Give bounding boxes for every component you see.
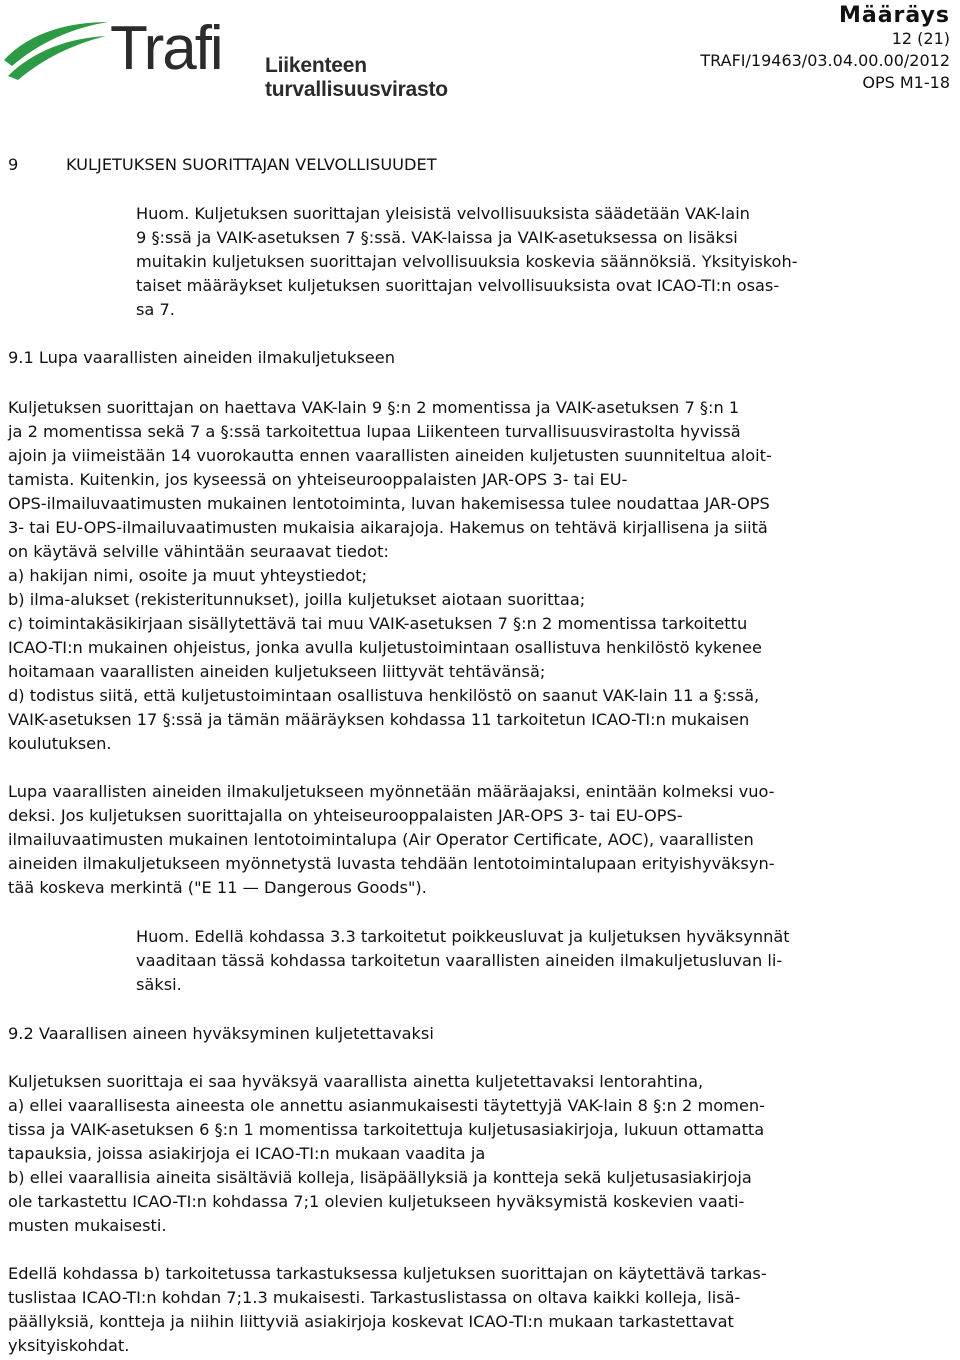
section-9-1-paragraph-2 xyxy=(8,780,956,900)
text-line: vaaditaan tässä kohdassa tarkoitetun vaarallisten aineiden ilmakuljetusluvan li- xyxy=(136,951,783,970)
section-9-2-paragraph-2 xyxy=(8,1262,956,1358)
section-title: KULJETUKSEN SUORITTAJAN VELVOLLISUUDET xyxy=(66,155,437,174)
diary-number: TRAFI/19463/03.04.00.00/2012 xyxy=(700,51,950,70)
regulation-code: OPS M1-18 xyxy=(862,73,950,92)
list-item: b) ellei vaarallisia aineita sisältäviä kolleja, lisäpäällyksiä ja kontteja sekä kuljetusasiakirjoja xyxy=(8,1168,752,1187)
document-type: Määräys xyxy=(838,3,950,28)
text-line: deksi. Jos kuljetuksen suorittajalla on yhteiseurooppalaisten JAR-OPS 3- tai EU-OPS- xyxy=(8,806,683,825)
page-number: 12 (21) xyxy=(891,29,950,48)
section-number: 9 xyxy=(8,155,19,174)
text-line: tissa ja VAIK-asetuksen 6 §:n 1 momentissa tarkoitettuja kuljetusasiakirjoja, lukuun ottamatta xyxy=(8,1120,765,1139)
section-9-1-paragraph-1 xyxy=(8,396,956,756)
text-line: ajoin ja viimeistään 14 vuorokautta ennen vaarallisten aineiden kuljetusten suunniteltua aloit- xyxy=(8,446,772,465)
text-line: OPS-ilmailuvaatimusten mukainen lentotoiminta, luvan hakemisessa tulee noudattaa JAR-OPS xyxy=(8,494,770,513)
section-9-heading xyxy=(8,153,956,177)
text-line: Huom. Kuljetuksen suorittajan yleisistä velvollisuuksista säädetään VAK-lain xyxy=(136,204,750,223)
text-line: Lupa vaarallisten aineiden ilmakuljetukseen myönnetään määräajaksi, enintään kolmeksi vuo- xyxy=(8,782,775,801)
text-line: yksityiskohdat. xyxy=(8,1336,130,1355)
text-line: taiset määräykset kuljetuksen suorittajan velvollisuuksista ovat ICAO-TI:n osas- xyxy=(136,276,780,295)
text-line: tamista. Kuitenkin, jos kyseessä on yhteiseurooppalaisten JAR-OPS 3- tai EU- xyxy=(8,470,628,489)
text-line: päällyksiä, kontteja ja niihin liittyviä asiakirjoja koskevat ICAO-TI:n mukaan tarkastettavat xyxy=(8,1312,734,1331)
text-line: Huom. Edellä kohdassa 3.3 tarkoitetut poikkeusluvat ja kuljetuksen hyväksynnät xyxy=(136,927,790,946)
list-item: b) ilma-alukset (rekisteritunnukset), joilla kuljetukset aiotaan suorittaa; xyxy=(8,590,586,609)
brand-name: Trafi xyxy=(110,14,222,83)
text-line: tää koskeva merkintä ("E 11 — Dangerous Goods"). xyxy=(8,878,427,897)
text-line: koulutuksen. xyxy=(8,734,112,753)
text-line: Kuljetuksen suorittaja ei saa hyväksyä vaarallista ainetta kuljetettavaksi lentorahtina, xyxy=(8,1072,704,1091)
text-line: Edellä kohdassa b) tarkoitetussa tarkastuksessa kuljetuksen suorittajan on käytettävä tarkas- xyxy=(8,1264,767,1283)
section-9-1-heading: 9.1 Lupa vaarallisten aineiden ilmakuljetukseen xyxy=(8,348,395,367)
list-item: c) toimintakäsikirjaan sisällytettävä tai muu VAIK-asetuksen 7 §:n 2 momentissa tarkoitettu xyxy=(8,614,748,633)
text-line: 9 §:ssä ja VAIK-asetuksen 7 §:ssä. VAK-laissa ja VAIK-asetuksessa on lisäksi xyxy=(136,228,738,247)
text-line: tapauksia, joissa asiakirjoja ei ICAO-TI:n mukaan vaadita ja xyxy=(8,1144,486,1163)
text-line: ilmailuvaatimusten mukainen lentotoimintalupa (Air Operator Certificate, AOC), vaarallisten xyxy=(8,830,754,849)
text-line: VAIK-asetuksen 17 §:ssä ja tämän määräyksen kohdassa 11 tarkoitetun ICAO-TI:n mukaisen xyxy=(8,710,750,729)
section-9-note xyxy=(136,202,954,322)
text-line: aineiden ilmakuljetukseen myönnetystä luvasta tehdään lentotoimintalupaan erityishyväksyn- xyxy=(8,854,775,873)
trafi-swoosh-icon xyxy=(0,14,110,84)
document-header-info xyxy=(700,4,950,94)
list-item: d) todistus siitä, että kuljetustoimintaan osallistuva henkilöstö on saanut VAK-lain 11 a §:ssä, xyxy=(8,686,760,705)
text-line: ICAO-TI:n mukainen ohjeistus, jonka avulla kuljetustoimintaan osallistuva henkilöstö kykenee xyxy=(8,638,762,657)
text-line: sa 7. xyxy=(136,300,175,319)
text-line: on käytävä selville vähintään seuraavat tiedot: xyxy=(8,542,389,561)
text-line: Kuljetuksen suorittajan on haettava VAK-lain 9 §:n 2 momentissa ja VAIK-asetuksen 7 §:n 1 xyxy=(8,398,740,417)
text-line: ja 2 momentissa sekä 7 a §:ssä tarkoitettua lupaa Liikenteen turvallisuusvirastolta hyvissä xyxy=(8,422,741,441)
text-line: säksi. xyxy=(136,975,182,994)
section-9-2-paragraph-1 xyxy=(8,1070,956,1238)
agency-name: Liikenteen turvallisuusvirasto xyxy=(265,54,448,101)
text-line: musten mukaisesti. xyxy=(8,1216,167,1235)
section-9-1-note xyxy=(136,925,954,997)
section-9-2-heading: 9.2 Vaarallisen aineen hyväksyminen kuljetettavaksi xyxy=(8,1024,434,1043)
text-line: 3- tai EU-OPS-ilmailuvaatimusten mukaisia aikarajoja. Hakemus on tehtävä kirjallisena ja siitä xyxy=(8,518,768,537)
text-line: hoitamaan vaarallisten aineiden kuljetukseen liittyvät tehtävänsä; xyxy=(8,662,546,681)
text-line: muitakin kuljetuksen suorittajan velvollisuuksia koskevia säännöksiä. Yksityiskoh- xyxy=(136,252,798,271)
trafi-logo xyxy=(0,14,520,101)
list-item: a) hakijan nimi, osoite ja muut yhteystiedot; xyxy=(8,566,368,585)
text-line: tuslistaa ICAO-TI:n kohdan 7;1.3 mukaisesti. Tarkastuslistassa on oltava kaikki kolleja, lisä- xyxy=(8,1288,741,1307)
text-line: ole tarkastettu ICAO-TI:n kohdassa 7;1 olevien kuljetukseen hyväksymistä koskevien vaati- xyxy=(8,1192,745,1211)
list-item: a) ellei vaarallisesta aineesta ole annettu asianmukaisesti täytettyjä VAK-lain 8 §:n 2 momen- xyxy=(8,1096,766,1115)
